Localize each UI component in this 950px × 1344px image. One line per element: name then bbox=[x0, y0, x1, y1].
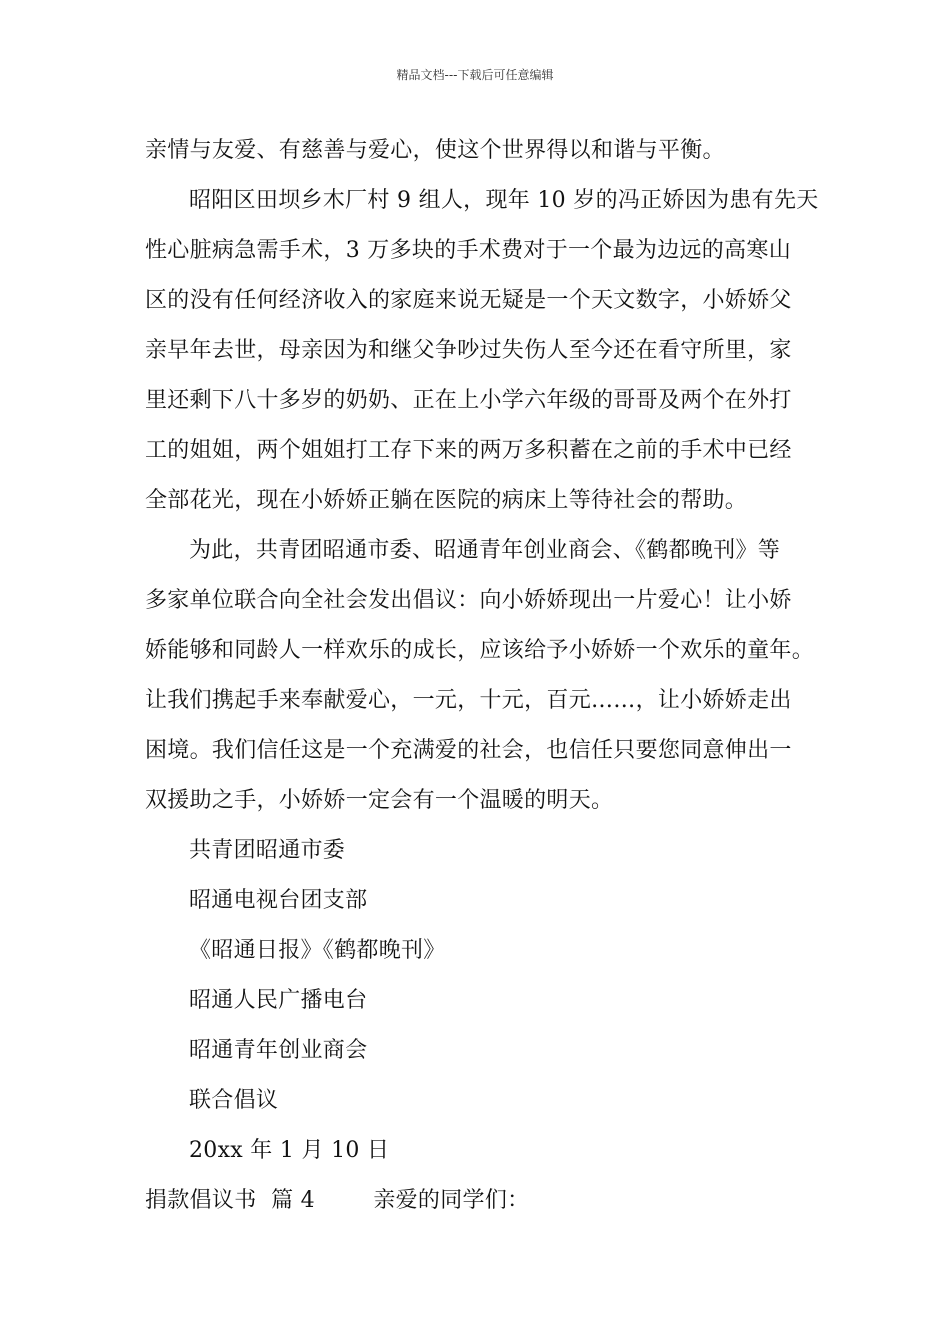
page-header: 精品文档---下载后可任意编辑 bbox=[396, 68, 554, 82]
signatory-line: 联合倡议 bbox=[189, 1088, 279, 1113]
paragraph-line: 全部花光，现在小娇娇正躺在医院的病床上等待社会的帮助。 bbox=[145, 488, 748, 513]
paragraph-line: 为此，共青团昭通市委、昭通青年创业商会、《鹤都晚刊》等 bbox=[189, 538, 781, 563]
paragraph-line: 工的姐姐，两个姐姐打工存下来的两万多积蓄在之前的手术中已经 bbox=[145, 438, 792, 463]
paragraph-line: 娇能够和同龄人一样欢乐的成长，应该给予小娇娇一个欢乐的童年。 bbox=[145, 638, 815, 663]
signatory-line: 昭通人民广播电台 bbox=[189, 988, 368, 1013]
paragraph-line: 性心脏病急需手术，3 万多块的手术费对于一个最为边远的高寒山 bbox=[145, 238, 791, 263]
section-heading: 捐款倡议书 篇 4 亲爱的同学们： bbox=[145, 1188, 530, 1213]
signatory-line: 昭通电视台团支部 bbox=[189, 888, 368, 913]
paragraph-line: 让我们携起手来奉献爱心，一元，十元，百元……，让小娇娇走出 bbox=[145, 688, 792, 713]
paragraph-line: 亲早年去世，母亲因为和继父争吵过失伤人至今还在看守所里，家 bbox=[145, 338, 792, 363]
paragraph-line: 区的没有任何经济收入的家庭来说无疑是一个天文数字，小娇娇父 bbox=[145, 288, 792, 313]
signatory-line: 昭通青年创业商会 bbox=[189, 1038, 368, 1063]
paragraph-line: 多家单位联合向全社会发出倡议：向小娇娇现出一片爱心！让小娇 bbox=[145, 588, 792, 613]
paragraph-line: 昭阳区田坝乡木厂村 9 组人，现年 10 岁的冯正娇因为患有先天 bbox=[189, 188, 819, 213]
paragraph-line: 亲情与友爱、有慈善与爱心，使这个世界得以和谐与平衡。 bbox=[145, 138, 725, 163]
paragraph-line: 里还剩下八十多岁的奶奶、正在上小学六年级的哥哥及两个在外打 bbox=[145, 388, 792, 413]
document-body bbox=[145, 126, 835, 1226]
signatory-line: 《昭通日报》《鹤都晚刊》 bbox=[189, 938, 446, 963]
paragraph-line: 双援助之手，小娇娇一定会有一个温暖的明天。 bbox=[145, 788, 614, 813]
date-line: 20xx 年 1 月 10 日 bbox=[189, 1138, 390, 1163]
paragraph-line: 困境。我们信任这是一个充满爱的社会，也信任只要您同意伸出一 bbox=[145, 738, 792, 763]
signatory-line: 共青团昭通市委 bbox=[189, 838, 346, 863]
